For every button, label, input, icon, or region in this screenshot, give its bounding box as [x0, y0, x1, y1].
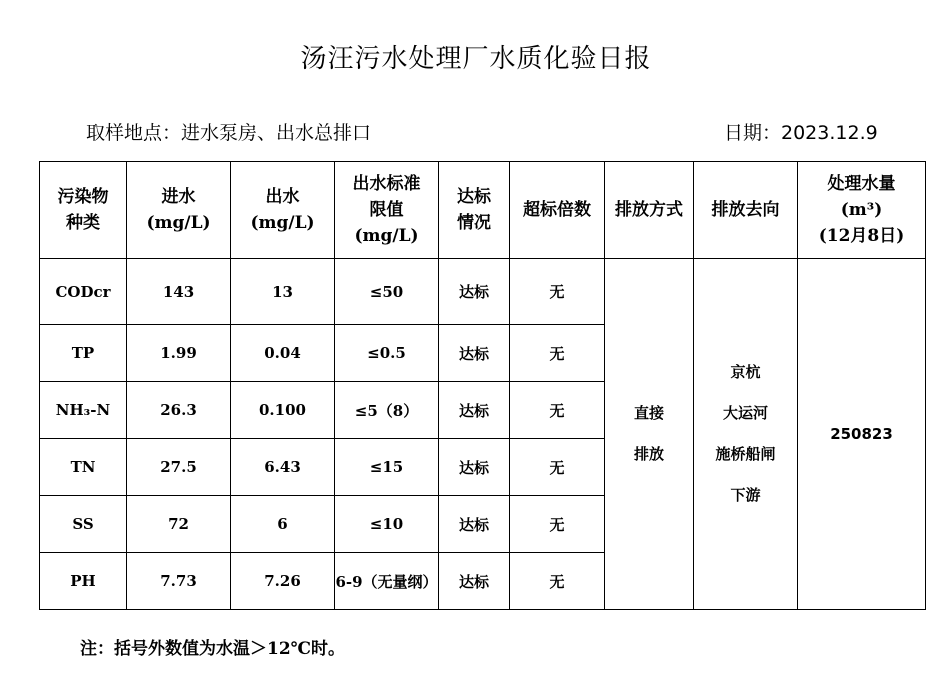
exceed-cell: 无 [510, 553, 605, 610]
header-discharge-mode: 排放方式 [605, 162, 694, 259]
pollutant-cell: PH [40, 553, 127, 610]
limit-cell: ≤50 [335, 259, 439, 325]
status-cell: 达标 [439, 382, 510, 439]
exceed-cell: 无 [510, 496, 605, 553]
exceed-cell: 无 [510, 439, 605, 496]
pollutant-cell: CODcr [40, 259, 127, 325]
pollutant-cell: NH₃-N [40, 382, 127, 439]
header-exceed: 超标倍数 [510, 162, 605, 259]
exceed-cell: 无 [510, 325, 605, 382]
header-standard: 出水标准 限值 (mg/L) [335, 162, 439, 259]
discharge-mode-cell: 直接 排放 [605, 259, 694, 610]
outflow-cell: 0.100 [231, 382, 335, 439]
inflow-cell: 72 [127, 496, 231, 553]
header-volume: 处理水量 (m³) (12月8日) [798, 162, 926, 259]
exceed-cell: 无 [510, 259, 605, 325]
footnote: 注：括号外数值为水温＞12℃时。 [80, 639, 346, 659]
status-cell: 达标 [439, 496, 510, 553]
table-row [40, 259, 926, 325]
status-cell: 达标 [439, 325, 510, 382]
pollutant-cell: TN [40, 439, 127, 496]
water-quality-table [39, 161, 926, 610]
inflow-cell: 26.3 [127, 382, 231, 439]
report-title: 汤汪污水处理厂水质化验日报 [300, 44, 652, 74]
sampling-location: 取样地点：进水泵房、出水总排口 [86, 122, 372, 144]
status-cell: 达标 [439, 259, 510, 325]
inflow-cell: 1.99 [127, 325, 231, 382]
status-cell: 达标 [439, 553, 510, 610]
pollutant-cell: TP [40, 325, 127, 382]
header-outflow: 出水 (mg/L) [231, 162, 335, 259]
outflow-cell: 7.26 [231, 553, 335, 610]
header-compliance: 达标 情况 [439, 162, 510, 259]
limit-cell: ≤5（8） [335, 382, 439, 439]
table-header-row [40, 162, 926, 259]
inflow-cell: 27.5 [127, 439, 231, 496]
inflow-cell: 7.73 [127, 553, 231, 610]
outflow-cell: 0.04 [231, 325, 335, 382]
volume-value: 250823 [798, 259, 926, 610]
outflow-cell: 6.43 [231, 439, 335, 496]
pollutant-cell: SS [40, 496, 127, 553]
status-cell: 达标 [439, 439, 510, 496]
inflow-cell: 143 [127, 259, 231, 325]
outflow-cell: 13 [231, 259, 335, 325]
header-pollutant: 污染物 种类 [40, 162, 127, 259]
header-discharge-dest: 排放去向 [694, 162, 798, 259]
limit-cell: ≤0.5 [335, 325, 439, 382]
header-inflow: 进水 (mg/L) [127, 162, 231, 259]
limit-cell: ≤10 [335, 496, 439, 553]
limit-cell: 6-9（无量纲） [335, 553, 439, 610]
discharge-dest-cell: 京杭 大运河 施桥船闸 下游 [694, 259, 798, 610]
exceed-cell: 无 [510, 382, 605, 439]
outflow-cell: 6 [231, 496, 335, 553]
report-date: 日期：2023.12.9 [724, 122, 878, 144]
limit-cell: ≤15 [335, 439, 439, 496]
